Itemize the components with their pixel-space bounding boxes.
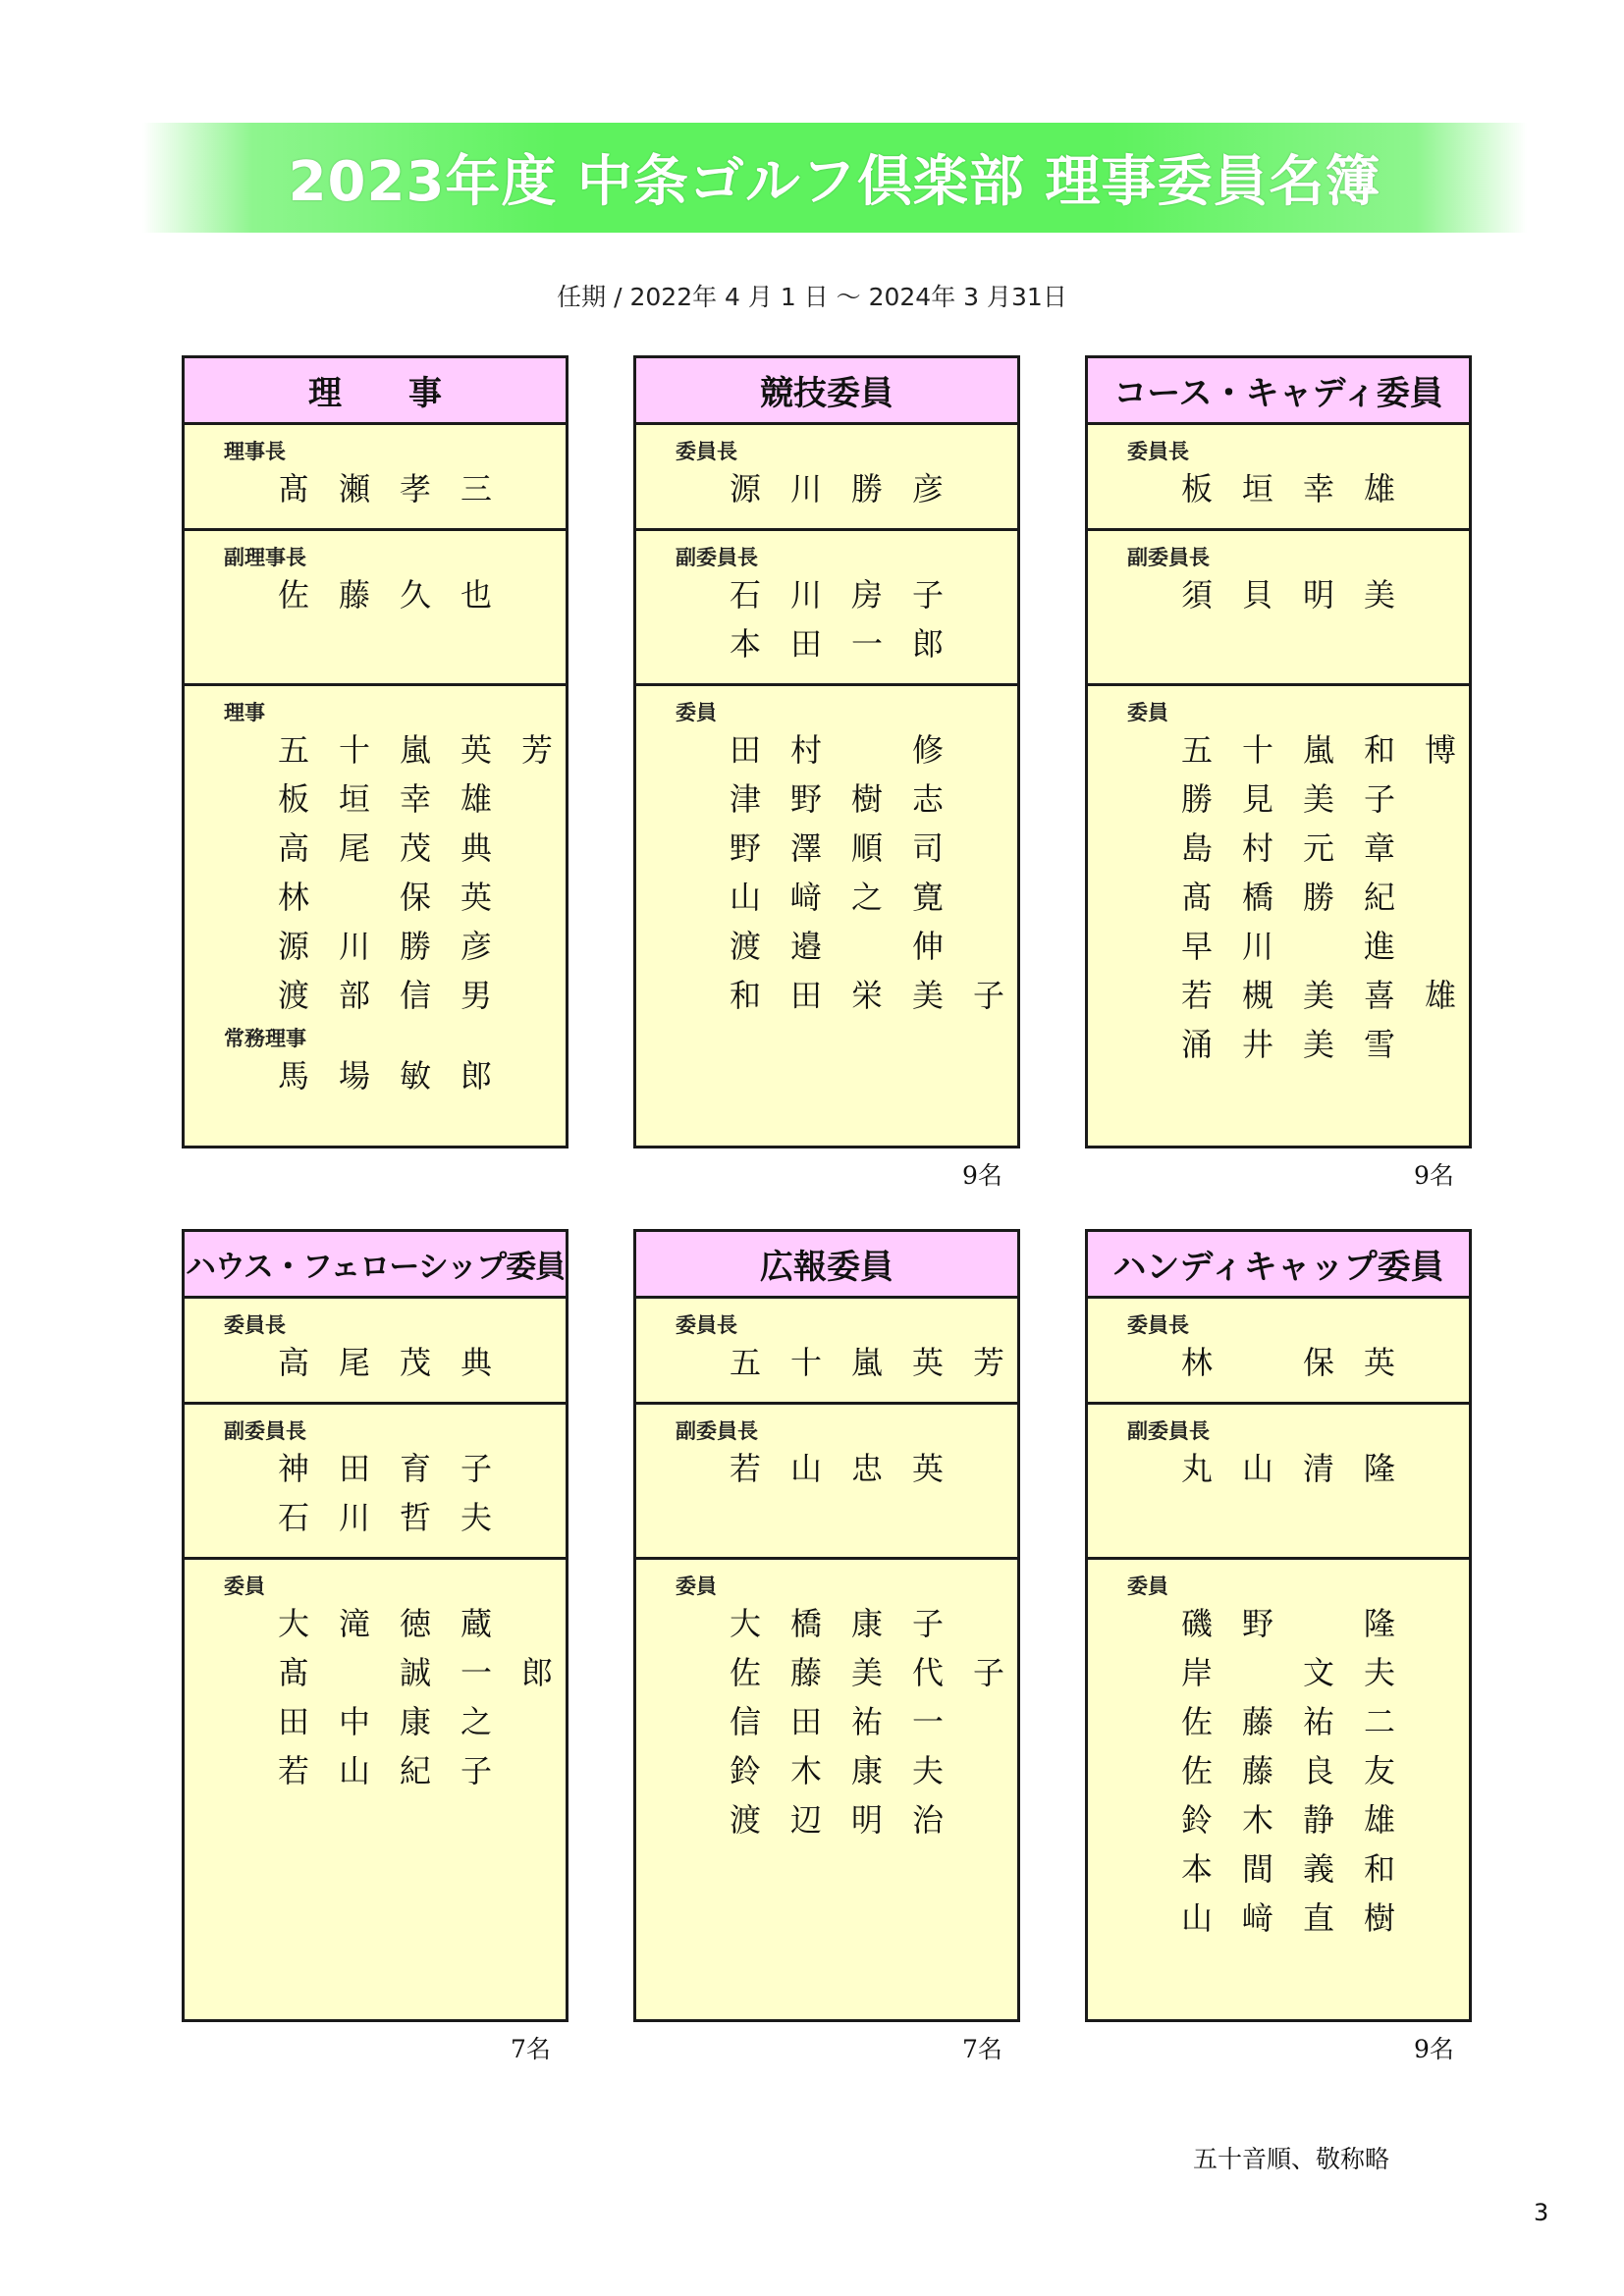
role-label: 委員長	[1127, 1313, 1189, 1337]
member-name: 髙橋勝紀	[1181, 879, 1426, 916]
section-members	[636, 686, 1035, 1146]
role-label: 委員長	[676, 440, 737, 463]
member-name: 大橋康子	[730, 1605, 974, 1642]
member-count: 9名	[962, 1161, 1002, 1190]
name-list	[278, 1051, 566, 1100]
member-name: 磯野 隆	[1181, 1605, 1426, 1642]
role-label: 理事長	[224, 440, 286, 463]
member-name: 高尾茂典	[278, 1344, 522, 1381]
section-vice-chair	[1088, 531, 1469, 686]
member-name: 髙 誠一郎	[278, 1654, 583, 1691]
member-name: 若山紀子	[278, 1752, 522, 1789]
name-list	[1181, 570, 1469, 619]
name-list	[278, 1338, 566, 1387]
section-vice-chair	[185, 531, 566, 686]
role-label: 委員	[1127, 701, 1168, 724]
member-name: 津野樹志	[730, 780, 974, 818]
section-members	[1088, 1560, 1469, 2019]
section-members	[185, 1560, 583, 2019]
section-vice-chair	[185, 1405, 566, 1560]
section-chair	[636, 1299, 1035, 1405]
member-name: 板垣幸雄	[278, 780, 522, 818]
role-label: 副委員長	[1127, 546, 1210, 569]
card-board	[182, 355, 583, 1148]
section-vice-chair	[636, 531, 1017, 686]
member-name: 渡邉 伸	[730, 928, 974, 965]
member-name: 佐藤美代子	[730, 1654, 1035, 1691]
section-chair	[636, 425, 1017, 531]
name-list	[1181, 1444, 1469, 1493]
member-name: 林 保英	[278, 879, 522, 916]
name-list	[730, 1338, 1035, 1387]
member-name: 神田育子	[278, 1450, 522, 1487]
card-header: 理 事	[185, 358, 566, 425]
member-name: 田中康之	[278, 1703, 522, 1740]
card-competition	[633, 355, 1035, 1148]
member-name: 野澤順司	[730, 829, 974, 867]
member-name: 高尾茂典	[278, 829, 522, 867]
card-header: コース・キャディ委員	[1088, 358, 1469, 425]
member-count: 9名	[1414, 1161, 1454, 1190]
member-name: 佐藤久也	[278, 576, 522, 614]
member-name: 涌井美雪	[1181, 1026, 1426, 1063]
name-list	[278, 1444, 566, 1542]
member-name: 島村元章	[1181, 829, 1426, 867]
name-list	[278, 725, 583, 1020]
member-name: 佐藤祐二	[1181, 1703, 1426, 1740]
member-name: 勝見美子	[1181, 780, 1426, 818]
role-label: 委員長	[224, 1313, 286, 1337]
member-name: 石川哲夫	[278, 1499, 522, 1536]
name-list	[730, 725, 1035, 1020]
role-label: 委員	[676, 701, 717, 724]
member-name: 須貝明美	[1181, 576, 1426, 614]
name-list	[1181, 464, 1469, 513]
section-members	[185, 686, 583, 1146]
section-chair	[185, 425, 566, 531]
role-label: 委員長	[676, 1313, 737, 1337]
card-course-caddie	[1085, 355, 1487, 1148]
member-name: 五十嵐和博	[1181, 731, 1487, 769]
term-period: 任期 / 2022年 4 月 1 日 ～ 2024年 3 月31日	[557, 283, 1067, 311]
member-count: 7名	[511, 2035, 551, 2063]
name-list	[1181, 725, 1487, 1069]
member-name: 信田祐一	[730, 1703, 974, 1740]
member-name: 本田一郎	[730, 625, 974, 663]
card-house-fellowship	[182, 1229, 583, 2022]
member-name: 若槻美喜雄	[1181, 977, 1487, 1014]
role-label: 委員長	[1127, 440, 1189, 463]
name-list	[278, 1599, 583, 1795]
name-list	[278, 464, 566, 513]
card-header: 競技委員	[636, 358, 1017, 425]
card-handicap	[1085, 1229, 1472, 2022]
section-chair	[185, 1299, 566, 1405]
card-public-relations	[633, 1229, 1035, 2022]
page-number: 3	[1534, 2199, 1549, 2226]
member-count: 7名	[962, 2035, 1002, 2063]
member-name: 山﨑直樹	[1181, 1899, 1426, 1937]
role-label: 副委員長	[224, 1419, 306, 1443]
member-name: 大滝徳蔵	[278, 1605, 522, 1642]
name-list	[730, 1444, 1017, 1493]
section-members	[636, 1560, 1035, 2019]
member-name: 髙瀬孝三	[278, 470, 522, 507]
member-name: 源川勝彦	[730, 470, 974, 507]
name-list	[730, 1599, 1035, 1844]
member-name: 佐藤良友	[1181, 1752, 1426, 1789]
member-name: 板垣幸雄	[1181, 470, 1426, 507]
member-name: 田村 修	[730, 731, 974, 769]
member-name: 鈴木康夫	[730, 1752, 974, 1789]
section-chair	[1088, 425, 1469, 531]
role-label: 委員	[1127, 1575, 1168, 1598]
title-banner	[142, 123, 1527, 233]
name-list	[730, 570, 1017, 668]
member-count: 9名	[1414, 2035, 1454, 2063]
role-label: 副委員長	[1127, 1419, 1210, 1443]
role-label: 副理事長	[224, 546, 306, 569]
section-vice-chair	[636, 1405, 1017, 1560]
role-label: 委員	[224, 1575, 265, 1598]
member-name: 和田栄美子	[730, 977, 1035, 1014]
role-label: 副委員長	[676, 1419, 758, 1443]
member-name: 丸山清隆	[1181, 1450, 1426, 1487]
member-name: 若山忠英	[730, 1450, 974, 1487]
role-label: 常務理事	[224, 1027, 306, 1050]
member-name: 鈴木静雄	[1181, 1801, 1426, 1839]
member-name: 岸 文夫	[1181, 1654, 1426, 1691]
section-chair	[1088, 1299, 1469, 1405]
member-name: 早川 進	[1181, 928, 1426, 965]
member-name: 本間義和	[1181, 1850, 1426, 1888]
member-name: 馬場敏郎	[278, 1057, 522, 1095]
member-name: 五十嵐英芳	[730, 1344, 1035, 1381]
card-header: ハンディキャップ委員	[1088, 1232, 1469, 1299]
member-name: 五十嵐英芳	[278, 731, 583, 769]
card-header: ハウス・フェローシップ委員	[185, 1232, 566, 1299]
role-label: 理事	[224, 701, 265, 724]
name-list	[1181, 1599, 1469, 1943]
member-name: 渡辺明治	[730, 1801, 974, 1839]
name-list	[730, 464, 1017, 513]
member-name: 林 保英	[1181, 1344, 1426, 1381]
section-vice-chair	[1088, 1405, 1469, 1560]
member-name: 渡部信男	[278, 977, 522, 1014]
name-list	[278, 570, 566, 619]
card-header: 広報委員	[636, 1232, 1017, 1299]
sort-note: 五十音順、敬称略	[1193, 2145, 1390, 2173]
name-list	[1181, 1338, 1469, 1387]
page-title: 2023年度 中条ゴルフ倶楽部 理事委員名簿	[288, 150, 1381, 214]
member-name: 石川房子	[730, 576, 974, 614]
section-members	[1088, 686, 1487, 1146]
member-name: 源川勝彦	[278, 928, 522, 965]
role-label: 委員	[676, 1575, 717, 1598]
member-name: 山﨑之寛	[730, 879, 974, 916]
role-label: 副委員長	[676, 546, 758, 569]
